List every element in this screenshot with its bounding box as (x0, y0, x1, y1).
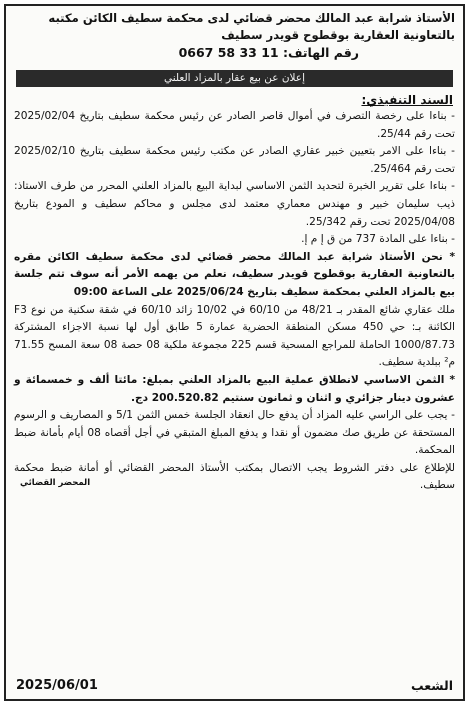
notice-banner: إعلان عن بيع عقار بالمزاد العلني (16, 70, 453, 87)
signature: المحضر القضائي (20, 478, 91, 489)
paragraph-1: - بناءا على رخصة التصرف في أموال قاصر الصادر عن رئيس محكمة سطيف بتاريخ 2025/02/04 تحت رقم 25/44. (14, 110, 455, 140)
paragraph-3: - بناءا على تقرير الخبرة لتحديد الثمن الاساسي لبداية البيع بالمزاد العلني المحرر من طرف الاستاذ: ذيب سليمان خبير و مهندس معماري معتمد لدى مجلس و محاكم سطيف و المودع بتاريخ 2025/04/08 تحت رقم 25/342. (14, 180, 455, 228)
bailiff-line-2: بالتعاونية العقارية بوقطوح قويدر سطيف (221, 28, 455, 42)
publication-date: 2025/06/01 (16, 677, 98, 693)
paragraph-4: - بناءا على المادة 737 من ق إ م إ. (301, 233, 455, 246)
notice-header (6, 6, 463, 62)
phone-row (14, 44, 359, 62)
auction-announcement: * نحن الأستاذ شرابة عبد المالك محضر قضائي لدى محكمة سطيف الكائن مقره بالتعاونية العقارية بوقطوح قويدر سطيف، نعلم من يهمه الأمر أنه سوف تتم جلسة بيع بالمزاد العلني بمحكمة سطيف بتاريخ 2025/06/24 على الساعة 09:00 (14, 250, 455, 298)
section-title: السند التنفيذي: (361, 93, 453, 107)
notice-footer (6, 677, 463, 693)
notice-body (6, 108, 463, 492)
newspaper-name: الشعب (411, 677, 453, 693)
property-description: ملك عقاري شائع المقدر بـ 48/21 من 60/10 في 10/02 زائد 60/10 في شقة سكنية من نوع F3 الكائنة بـ: حي 450 مسكن المنطقة الحضرية عمارة 5 طابق أول لها نسبة الاجزاء المشتركة 1000/87.73 الحاملة للمراجع المسحية قسم 225 مجموعة ملكية 08 حصة 08 سعة المسح 71.55 م² ببلدية سطيف. (14, 303, 456, 369)
auction-notice (4, 4, 465, 701)
paragraph-2: - بناءا على الامر بتعيين خبير عقاري الصادر عن مكتب رئيس محكمة سطيف بتاريخ 2025/02/10 تحت رقم 25/464. (14, 145, 455, 175)
phone-label: رقم الهاتف: (282, 45, 359, 60)
base-price: * الثمن الاساسي لانطلاق عملية البيع بالمزاد العلني بمبلغ: مائتا ألف و خمسمائة و عشرون دينار جزائري و اثنان و ثمانون سنتيم 200.520.82 دج. (14, 373, 455, 404)
info-paragraph: للإطلاع على دفتر الشروط يجب الاتصال بمكتب الأستاذ المحضر القضائي أو أمانة ضبط محكمة سطيف. (14, 461, 455, 492)
bailiff-line-1: الأستاذ شرابة عبد المالك محضر قضائي لدى محكمة سطيف الكائن مكتبه (48, 11, 455, 25)
payment-terms: - يجب على الراسي عليه المزاد أن يدفع حال انعقاد الجلسة خمس الثمن 5/1 و المصاريف و الرسوم المستحقة عن طريق صك مضمون أو نقدا و يدفع المبلغ المتبقي في أجل أقصاه 08 أيام بأمانة ضبط المحكمة. (14, 409, 455, 457)
phone-number: 0667 58 33 11 (178, 45, 279, 60)
